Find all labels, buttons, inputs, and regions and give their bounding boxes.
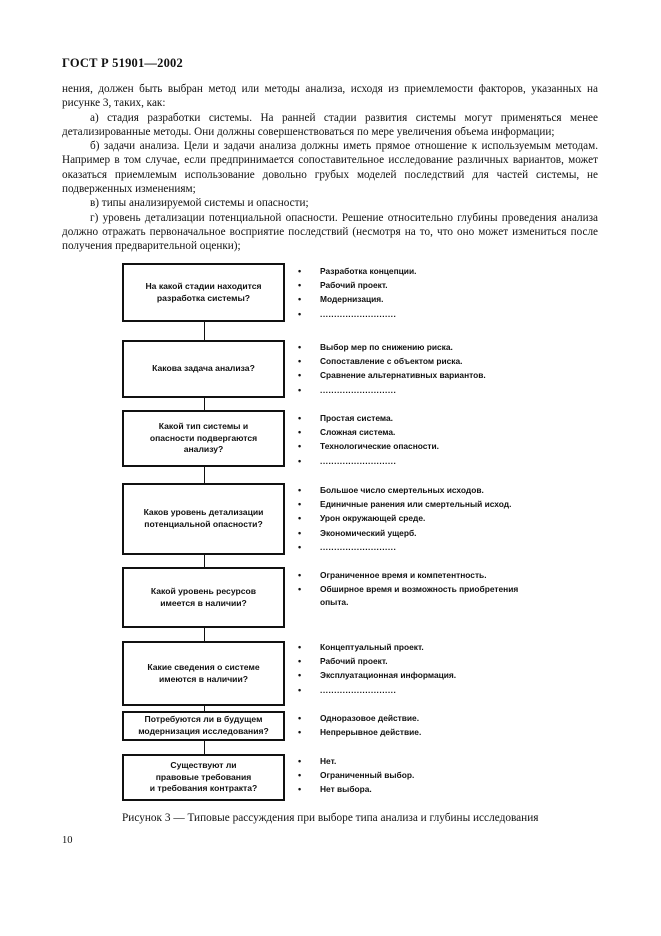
- option-text: Простая система.: [320, 413, 393, 423]
- option-item: [296, 754, 556, 768]
- option-text: Технологические опасности.: [320, 441, 440, 452]
- dotted-leader: ...........................: [320, 684, 397, 695]
- option-item: [296, 640, 556, 654]
- option-text: Ограниченное время и компетентность.: [320, 570, 487, 580]
- bullet-icon: •: [298, 485, 302, 495]
- question-box: [122, 567, 285, 628]
- bullet-icon: •: [298, 727, 302, 738]
- option-item: [296, 483, 556, 497]
- bullet-icon: •: [298, 527, 302, 538]
- option-text: Эксплуатационная информация.: [320, 670, 457, 681]
- bullet-icon: •: [298, 427, 302, 438]
- bullet-icon: •: [298, 713, 302, 723]
- option-text: Большое число смертельных исходов.: [320, 485, 484, 495]
- paragraph-intro: нения, должен быть выбран метод или методы анализа, исходя из приемлемости факторов, указанных на рисунке 3, таких, как:: [62, 83, 598, 110]
- options-list: [296, 640, 556, 697]
- flow-connector: [204, 467, 205, 483]
- option-text: Концептуальный проект.: [320, 642, 424, 652]
- flow-connector: [204, 741, 205, 754]
- bullet-icon: •: [298, 513, 302, 524]
- bullet-icon: •: [298, 441, 302, 452]
- option-text: Сравнение альтернативных вариантов.: [320, 370, 486, 381]
- options-list: [296, 483, 556, 554]
- option-ellipsis: [296, 307, 556, 321]
- options-list: [296, 754, 556, 797]
- dotted-leader: ...........................: [320, 384, 397, 395]
- option-text: Сопоставление с объектом риска.: [320, 356, 463, 367]
- option-item: [296, 497, 556, 511]
- bullet-icon: •: [298, 294, 302, 305]
- bullet-icon: •: [298, 413, 302, 423]
- question-box: [122, 641, 285, 706]
- option-item: [296, 264, 556, 278]
- question-text: Существуют ли правовые требования и требования контракта?: [149, 760, 258, 794]
- flow-connector: [204, 555, 205, 567]
- option-item: [296, 654, 556, 668]
- flow-connector: [204, 628, 205, 641]
- option-text: Нет.: [320, 756, 337, 766]
- question-box: [122, 754, 285, 801]
- bullet-icon: •: [298, 356, 302, 367]
- option-text: Рабочий проект.: [320, 656, 388, 667]
- flow-connector: [204, 398, 205, 410]
- option-ellipsis: [296, 540, 556, 554]
- option-text: Нет выбора.: [320, 784, 372, 795]
- options-list: [296, 711, 556, 739]
- question-text: Потребуются ли в будущем модернизация исследования?: [138, 714, 269, 736]
- question-text: Какова задача анализа?: [152, 363, 255, 374]
- question-box: [122, 410, 285, 467]
- option-item: [296, 768, 556, 782]
- question-text: Какие сведения о системе имеются в наличии?: [147, 661, 260, 684]
- bullet-icon: •: [298, 570, 302, 580]
- bullet-icon: •: [298, 384, 302, 395]
- option-item: [296, 425, 556, 439]
- page-number: 10: [62, 835, 73, 846]
- option-text: Выбор мер по снижению риска.: [320, 342, 453, 352]
- option-item: [296, 711, 556, 725]
- option-text: Урон окружающей среде.: [320, 513, 426, 524]
- bullet-icon: •: [298, 770, 302, 781]
- dotted-leader: ...........................: [320, 455, 397, 466]
- option-text: Рабочий проект.: [320, 280, 388, 291]
- question-text: Каков уровень детализации потенциальной опасности?: [143, 507, 264, 529]
- bullet-icon: •: [298, 670, 302, 681]
- option-item: [296, 668, 556, 682]
- bullet-icon: •: [298, 756, 302, 766]
- bullet-icon: •: [298, 308, 302, 319]
- options-list: [296, 264, 556, 321]
- paragraph-g: г) уровень детализации потенциальной опасности. Решение относительно глубины проведения анализа должно отражать первоначальное восприятие последствий (несмотря на то, что оно может измениться после получения предварительной оценки);: [62, 211, 598, 253]
- option-item: [296, 340, 556, 354]
- option-text: Экономический ущерб.: [320, 527, 417, 538]
- option-ellipsis: [296, 383, 556, 397]
- option-text: Обширное время и возможность приобретения опыта.: [320, 584, 519, 607]
- option-item: [296, 725, 556, 739]
- option-item: [296, 368, 556, 382]
- option-ellipsis: [296, 683, 556, 697]
- option-ellipsis: [296, 454, 556, 468]
- option-item: [296, 292, 556, 306]
- paragraph-a: а) стадия разработки системы. На ранней стадии развития системы могут применяться менее детализированные методы. Они должны совершенствоваться по мере увеличения объема информации;: [62, 111, 598, 138]
- options-list: [296, 568, 556, 608]
- option-text: Модернизация.: [320, 294, 384, 305]
- option-item: [296, 582, 545, 608]
- question-box: [122, 263, 285, 322]
- option-text: Непрерывное действие.: [320, 727, 422, 738]
- question-box: [122, 711, 285, 741]
- dotted-leader: ...........................: [320, 308, 397, 319]
- flow-connector: [204, 322, 205, 340]
- options-list: [296, 411, 556, 468]
- options-list: [296, 340, 556, 397]
- question-box: [122, 483, 285, 555]
- bullet-icon: •: [298, 656, 302, 667]
- bullet-icon: •: [298, 266, 302, 276]
- document-header: ГОСТ Р 51901—2002: [62, 56, 183, 70]
- option-item: [296, 782, 556, 796]
- option-item: [296, 568, 556, 582]
- bullet-icon: •: [298, 784, 302, 795]
- question-text: Какой тип системы и опасности подвергаются анализу?: [149, 421, 258, 455]
- question-box: [122, 340, 285, 398]
- bullet-icon: •: [298, 499, 302, 510]
- bullet-icon: •: [298, 642, 302, 652]
- option-item: [296, 439, 556, 453]
- bullet-icon: •: [298, 541, 302, 552]
- option-text: Сложная система.: [320, 427, 396, 438]
- bullet-icon: •: [298, 342, 302, 352]
- option-text: Ограниченный выбор.: [320, 770, 415, 781]
- option-item: [296, 511, 556, 525]
- bullet-icon: •: [298, 684, 302, 695]
- paragraph-v: в) типы анализируемой системы и опасности;: [90, 197, 309, 210]
- option-item: [296, 411, 556, 425]
- bullet-icon: •: [298, 280, 302, 291]
- bullet-icon: •: [298, 455, 302, 466]
- option-item: [296, 354, 556, 368]
- option-text: Одноразовое действие.: [320, 713, 420, 723]
- paragraph-b: б) задачи анализа. Цели и задачи анализа должны иметь прямое отношение к используемым методам. Например в том случае, если предпринимается сопоставительное исследование различных вариантов, может оказаться приемлемым использование довольно грубых моделей последствий для частей системы, не подверженных изменениям;: [62, 140, 598, 196]
- question-text: Какой уровень ресурсов имеется в наличии?: [150, 585, 257, 608]
- figure-caption: Рисунок 3 — Типовые рассуждения при выборе типа анализа и глубины исследования: [122, 812, 539, 824]
- option-item: [296, 526, 556, 540]
- dotted-leader: ...........................: [320, 541, 397, 552]
- option-text: Единичные ранения или смертельный исход.: [320, 499, 512, 510]
- body-text: [62, 82, 598, 254]
- option-item: [296, 278, 556, 292]
- question-text: На какой стадии находится разработка системы?: [145, 280, 262, 303]
- bullet-icon: •: [298, 370, 302, 381]
- bullet-icon: •: [298, 584, 302, 595]
- option-text: Разработка концепции.: [320, 266, 417, 276]
